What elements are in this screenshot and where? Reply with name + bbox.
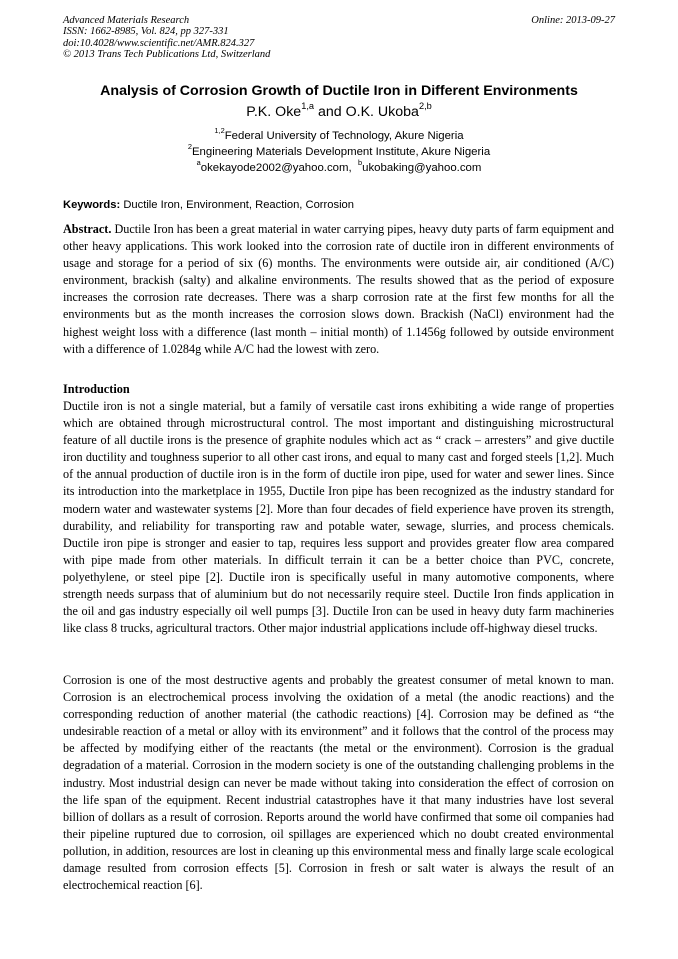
online-date: Online: 2013-09-27 (531, 15, 615, 26)
affiliation-2 (0, 142, 678, 158)
affiliation-2-marker: 2 (187, 142, 192, 152)
email-b-link[interactable]: ukobaking@yahoo.com (362, 162, 482, 174)
affiliation-2-text: Engineering Materials Development Institute, Akure Nigeria (191, 146, 491, 158)
keywords-label: Keywords: (63, 199, 121, 211)
author-1-affil-marker: 1,a (301, 100, 315, 111)
email-b-marker: b (358, 158, 363, 168)
affiliation-1-marker: 1,2 (214, 126, 225, 136)
keywords-line (63, 199, 354, 211)
author-2-affil-marker: 2,b (418, 100, 432, 111)
keywords-text: Ductile Iron, Environment, Reaction, Corrosion (123, 199, 355, 211)
journal-header (63, 15, 270, 61)
introduction-paragraph-2: Corrosion is one of the most destructive agents and probably the greatest consumer of metal known to man. Corrosion is an electrochemical process involving the oxidation of a metal (the anodic reactions) and the corresponding reduction of another material (the cathodic reactions) [4]. Corrosion may be defined as “the undesirable reaction of a metal or alloy with its environment” and it follows that the control of the process may be affected by modifying either of the reactants (the metal or the environment). Corrosion is the gradual degradation of a material. Corrosion in the modern society is one of the outstanding challenging problems in the industry. Most industrial design can never be made without taking into consideration the effect of corrosion on the life span of the equipment. Recent industrial catastrophes have it that many industries have lost several billion of dollars as a result of corrosion. Reports around the world have confirmed that some oil companies had their pipeline ruptured due to corrosion, oil spillages are experienced which no doubt created environmental pollution, in addition, resources are lost in cleaning up this environmental mess and finally large scale ecological damage resulted from corrosion effects [5]. Corrosion in fresh or salt water is always the result of an electrochemical reaction [6]. (63, 673, 614, 893)
affiliation-1-text: Federal University of Technology, Akure Nigeria (224, 130, 464, 142)
author-1: P.K. Oke (246, 104, 302, 120)
author-conjunction: and (317, 104, 342, 120)
copyright-line: © 2013 Trans Tech Publications Ltd, Switzerland (63, 49, 271, 61)
issn-line: ISSN: 1662-8985, Vol. 824, pp 327-331 (63, 26, 229, 38)
journal-name: Advanced Materials Research (63, 15, 190, 26)
affiliation-1 (0, 126, 678, 142)
email-a-link[interactable]: okekayode2002@yahoo.com, (200, 162, 352, 174)
paper-title: Analysis of Corrosion Growth of Ductile Iron in Different Environments (100, 83, 578, 99)
abstract-paragraph (63, 221, 614, 358)
introduction-paragraph-1: Ductile iron is not a single material, but a family of versatile cast irons exhibiting a wide range of properties which are obtained through microstructural control. The most important and distinguishing microstructural feature of all ductile irons is the presence of graphite nodules which act as “ crack – arresters” and give ductile iron ductility and toughness superior to all other cast irons, and equal to many cast and forged steels [1,2]. Much of the annual production of ductile iron is in the form of ductile iron pipe, used for water and sewer lines. Since its introduction into the marketplace in 1955, Ductile Iron pipe has been recognized as the industry standard for modern water and wastewater systems [2]. More than four decades of field experience have proven its strength, durability, and reliability for transporting raw and potable water, sewage, slurries, and process chemicals. Ductile iron pipe is stronger and easier to tap, requires less support and provides greater flow area compared with pipe made from other materials. In difficult terrain it can be a better choice than PVC, concrete, polyethylene, or steel pipe [2]. Ductile iron is specifically useful in many automotive components, where strength needs surpass that of aluminium but do not necessarily require steel. Ductile Iron finds application in the oil and gas industry especially oil well pumps [3]. Ductile Iron can be used in heavy duty farm machineries like class 8 trucks, agricultural tractors. Other major industrial applications include off-highway diesel trucks. (63, 399, 614, 636)
email-a-marker: a (196, 158, 201, 168)
author-line (0, 100, 678, 120)
abstract-text: Ductile Iron has been a great material in water carrying pipes, heavy duty parts of farm equipment and other heavy applications. This work looked into the corrosion rate of ductile iron in different environments of usage and storage for a period of six (6) months. The environments were outside air, air conditioned (A/C) environment, brackish (salty) and alkaline environments. The results showed that as the period of exposure increases the corrosion rate decreases. There was a sharp corrosion rate at the first few months for all the environments but as the month increases the corrosion slows down. Brackish (NaCl) environment had the highest weight loss with a difference (last month – initial month) of 1.1456g followed by outside environment with a difference of 1.0284g while A/C had the lowest with zero. (63, 222, 615, 356)
abstract-label: Abstract. (63, 222, 112, 236)
introduction-heading: Introduction (63, 382, 130, 396)
author-2: O.K. Ukoba (345, 104, 419, 120)
email-line (0, 158, 678, 174)
doi-link[interactable]: doi:10.4028/www.scientific.net/AMR.824.327 (63, 37, 255, 49)
